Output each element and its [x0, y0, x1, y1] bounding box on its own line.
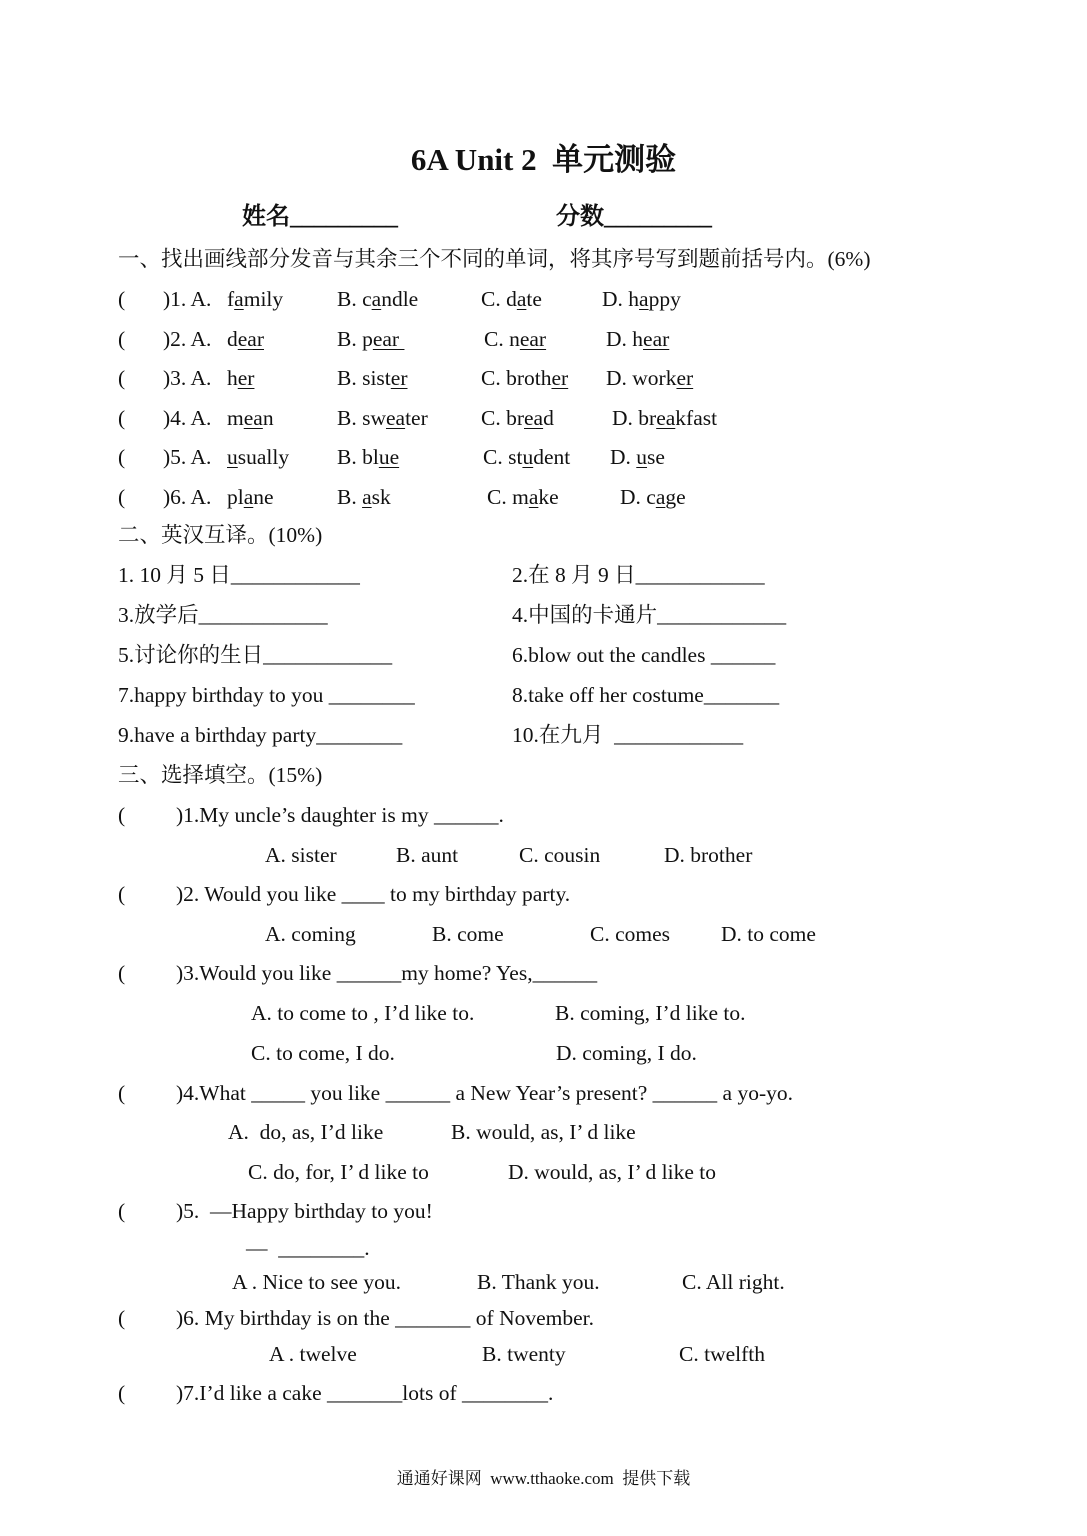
word-part: mily	[243, 287, 284, 311]
word-part: ge	[665, 485, 686, 509]
option: B. would, as, I’ d like	[451, 1120, 636, 1144]
question-text: )1.My uncle’s daughter is my ______.	[176, 803, 504, 827]
underlined-sound: a	[528, 485, 539, 509]
word-part: C. broth	[481, 366, 552, 390]
word-part: se	[647, 445, 665, 469]
translation-item: 2.在 8 月 9 日____________	[512, 563, 765, 587]
section3-heading: 三、选择填空。(15%)	[118, 763, 323, 787]
underlined-sound: u	[522, 445, 534, 469]
word-part: B. bl	[337, 445, 379, 469]
option: C. do, for, I’ d like to	[248, 1160, 429, 1184]
item-number: )4. A.	[163, 406, 217, 430]
word-choice-d	[620, 484, 686, 510]
word-choice-c	[481, 286, 542, 312]
option: A. sister	[265, 843, 337, 867]
option: B. Thank you.	[477, 1270, 600, 1294]
word-part: B. sist	[337, 366, 391, 390]
answer-paren: (	[118, 1199, 126, 1223]
word-choice-c	[483, 444, 570, 470]
word-part: C. n	[484, 327, 520, 351]
word-part: C. st	[483, 445, 523, 469]
translation-item: 1. 10 月 5 日____________	[118, 563, 360, 587]
word-part: D.	[610, 445, 637, 469]
footer-credit: 通通好课网 www.tthaoke.com 提供下载	[396, 1469, 691, 1488]
word-choice-b	[337, 484, 391, 510]
word-choice-b	[337, 365, 407, 391]
answer-paren: (	[118, 445, 126, 469]
word-part: ndle	[381, 287, 419, 311]
answer-paren: (	[118, 366, 126, 390]
underlined-sound: a	[362, 485, 372, 509]
word-choice-b	[337, 286, 418, 312]
translation-item: 10.在九月 ____________	[512, 723, 744, 747]
word-part: ppy	[648, 287, 681, 311]
word-part: ke	[538, 485, 559, 509]
answer-paren: (	[118, 803, 126, 827]
answer-paren: (	[118, 327, 126, 351]
word-part: sually	[237, 445, 290, 469]
underlined-sound: er	[237, 366, 255, 390]
word-choice-b	[337, 326, 404, 352]
score-field-label: 分数_________	[556, 204, 712, 230]
word-choice-d	[602, 286, 681, 312]
option: B. coming, I’d like to.	[555, 1001, 746, 1025]
option: C. comes	[590, 922, 671, 946]
underlined-sound: a	[639, 287, 649, 311]
translation-item: 8.take off her costume_______	[512, 683, 780, 707]
translation-item: 3.放学后____________	[118, 603, 328, 627]
name-field-label: 姓名_________	[242, 204, 398, 230]
option: D. would, as, I’ d like to	[508, 1160, 716, 1184]
word-choice-a	[227, 405, 274, 431]
word-choice-b	[337, 405, 428, 431]
word-choice-c	[481, 405, 554, 431]
item-number: )5. A.	[163, 445, 217, 469]
word-part: C. d	[481, 287, 517, 311]
word-part: sk	[371, 485, 391, 509]
option: B. aunt	[396, 843, 459, 867]
answer-paren: (	[118, 406, 126, 430]
word-part: h	[227, 366, 238, 390]
word-part: B. c	[337, 287, 372, 311]
word-choice-d	[610, 444, 665, 470]
item-number: )6. A.	[163, 485, 217, 509]
word-part: B. p	[337, 327, 373, 351]
option: C. to come, I do.	[251, 1041, 395, 1065]
item-number: )1. A.	[163, 287, 217, 311]
underlined-sound: ear	[519, 327, 547, 351]
option: A. coming	[265, 922, 356, 946]
word-part: D. h	[606, 327, 644, 351]
word-part: d	[543, 406, 554, 430]
section2-heading: 二、英汉互译。(10%)	[118, 523, 323, 547]
option: B. come	[432, 922, 504, 946]
option: C. All right.	[682, 1270, 785, 1294]
underlined-sound: ea	[524, 406, 544, 430]
underlined-sound: er	[390, 366, 408, 390]
underlined-sound: ue	[378, 445, 400, 469]
word-choice-a	[227, 326, 264, 352]
answer-paren: (	[118, 485, 126, 509]
underlined-sound: er	[676, 366, 694, 390]
option: A. to come to , I’d like to.	[251, 1001, 475, 1025]
underlined-sound: er	[551, 366, 569, 390]
question-text: )6. My birthday is on the _______ of November.	[176, 1306, 595, 1330]
question-text: )3.Would you like ______my home? Yes,______	[176, 961, 598, 985]
word-choice-d	[606, 326, 669, 352]
word-part: ne	[253, 485, 274, 509]
answer-paren: (	[118, 882, 126, 906]
word-choice-c	[484, 326, 546, 352]
word-part: ter	[405, 406, 428, 430]
option: D. coming, I do.	[556, 1041, 697, 1065]
translation-item: 5.讨论你的生日____________	[118, 643, 393, 667]
word-part: m	[227, 406, 244, 430]
underlined-sound: a	[371, 287, 382, 311]
underlined-sound: ea	[656, 406, 676, 430]
answer-paren: (	[118, 287, 126, 311]
answer-paren: (	[118, 1306, 126, 1330]
translation-item: 7.happy birthday to you ________	[118, 683, 415, 707]
word-choice-a	[227, 286, 283, 312]
word-part: n	[262, 406, 274, 430]
word-choice-d	[612, 405, 717, 431]
word-part: D. work	[606, 366, 677, 390]
word-part: kfast	[675, 406, 718, 430]
question-text: )7.I’d like a cake _______lots of ________.	[176, 1381, 554, 1405]
word-part: D. c	[620, 485, 656, 509]
option: A . twelve	[269, 1342, 357, 1366]
underlined-sound: u	[636, 445, 648, 469]
underlined-sound: ea	[385, 406, 406, 430]
option: B. twenty	[482, 1342, 566, 1366]
word-part: te	[526, 287, 542, 311]
item-number: )3. A.	[163, 366, 217, 390]
underlined-sound: ear	[237, 327, 264, 351]
translation-item: 9.have a birthday party________	[118, 723, 403, 747]
underlined-sound: a	[234, 287, 244, 311]
answer-paren: (	[118, 1081, 126, 1105]
page-title: 6A Unit 2 单元测验	[410, 142, 677, 177]
option: C. twelfth	[679, 1342, 765, 1366]
reply-line: — ________.	[246, 1236, 370, 1260]
word-part: f	[227, 287, 235, 311]
underlined-sound: ear	[372, 327, 405, 351]
question-text: )5. —Happy birthday to you!	[176, 1199, 433, 1223]
option: D. to come	[721, 922, 816, 946]
word-part: dent	[533, 445, 571, 469]
word-choice-d	[606, 365, 693, 391]
answer-paren: (	[118, 1381, 126, 1405]
option: C. cousin	[519, 843, 601, 867]
word-part: B.	[337, 485, 363, 509]
underlined-sound: a	[243, 485, 254, 509]
word-part: pl	[227, 485, 244, 509]
underlined-sound: ea	[243, 406, 263, 430]
underlined-sound: u	[227, 445, 238, 469]
word-choice-c	[487, 484, 559, 510]
option: A . Nice to see you.	[232, 1270, 401, 1294]
question-text: )2. Would you like ____ to my birthday party.	[176, 882, 571, 906]
underlined-sound: a	[655, 485, 666, 509]
translation-item: 6.blow out the candles ______	[512, 643, 776, 667]
word-part: D. br	[612, 406, 657, 430]
word-choice-a	[227, 444, 289, 470]
underlined-sound: ear	[643, 327, 670, 351]
option: D. brother	[664, 843, 753, 867]
answer-paren: (	[118, 961, 126, 985]
underlined-sound: a	[516, 287, 527, 311]
word-choice-a	[227, 484, 274, 510]
word-part: B. sw	[337, 406, 386, 430]
word-part: d	[227, 327, 238, 351]
word-part: C. br	[481, 406, 524, 430]
word-choice-c	[481, 365, 568, 391]
item-number: )2. A.	[163, 327, 217, 351]
option: A. do, as, I’d like	[228, 1120, 384, 1144]
word-choice-b	[337, 444, 399, 470]
translation-item: 4.中国的卡通片____________	[512, 603, 787, 627]
section1-heading: 一、找出画线部分发音与其余三个不同的单词，将其序号写到题前括号内。(6%)	[118, 247, 871, 271]
word-choice-a	[227, 365, 254, 391]
question-text: )4.What _____ you like ______ a New Year’s present? ______ a yo-yo.	[176, 1081, 794, 1105]
word-part: D. h	[602, 287, 640, 311]
word-part: C. m	[487, 485, 529, 509]
